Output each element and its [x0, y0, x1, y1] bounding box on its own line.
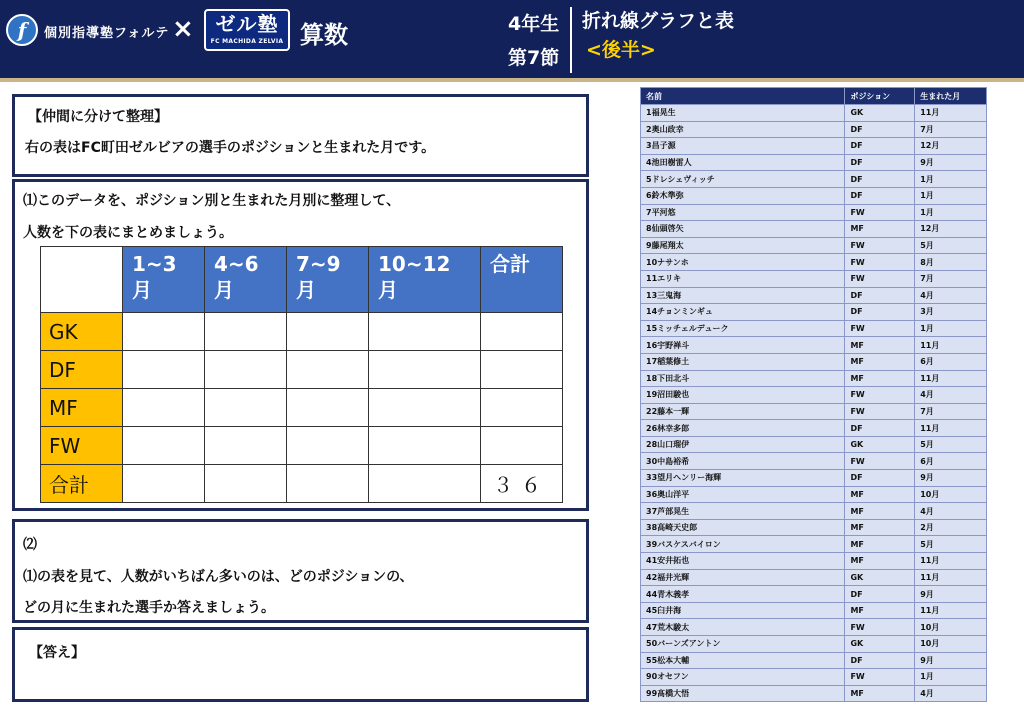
lesson-label: 第7節 [508, 47, 560, 69]
player-name: 30中島裕希 [641, 453, 845, 470]
player-name: 28山口瑠伊 [641, 436, 845, 453]
player-position: DF [845, 304, 915, 321]
player-name: 45臼井海 [641, 602, 845, 619]
tally-grand-total: ３６ [481, 465, 563, 503]
player-name: 14チョンミンギュ [641, 304, 845, 321]
tally-row-header: FW [41, 427, 123, 465]
tally-col-header: 10~12 月 [369, 247, 481, 313]
grade-label: 4年生 [508, 13, 560, 35]
player-row [641, 669, 987, 686]
topic-title: 折れ線グラフと表 [582, 10, 735, 32]
tally-row-header: GK [41, 313, 123, 351]
tally-total-row [41, 465, 563, 503]
player-birth-month: 10月 [915, 486, 987, 503]
intro-box [12, 94, 589, 177]
player-row [641, 171, 987, 188]
player-row [641, 652, 987, 669]
player-name: 41安井拓也 [641, 553, 845, 570]
player-position: DF [845, 187, 915, 204]
tally-answer-cell[interactable] [287, 465, 369, 503]
player-row [641, 154, 987, 171]
player-row [641, 619, 987, 636]
tally-answer-cell[interactable] [205, 313, 287, 351]
player-birth-month: 1月 [915, 669, 987, 686]
player-birth-month: 5月 [915, 237, 987, 254]
player-row [641, 453, 987, 470]
player-name: 1福晃生 [641, 105, 845, 122]
player-position: MF [845, 486, 915, 503]
player-name: 44青木義孝 [641, 586, 845, 603]
player-birth-month: 12月 [915, 221, 987, 238]
player-row [641, 503, 987, 520]
tally-answer-cell[interactable] [481, 427, 563, 465]
player-birth-month: 11月 [915, 420, 987, 437]
player-row [641, 204, 987, 221]
player-position: MF [845, 536, 915, 553]
player-birth-month: 12月 [915, 138, 987, 155]
player-birth-month: 4月 [915, 287, 987, 304]
tally-answer-cell[interactable] [205, 351, 287, 389]
tally-answer-cell[interactable] [287, 427, 369, 465]
player-row [641, 138, 987, 155]
tally-col-header: 4~6 月 [205, 247, 287, 313]
tally-row-header: 合計 [41, 465, 123, 503]
question2-number: ⑵ [23, 537, 37, 553]
player-row [641, 586, 987, 603]
player-position: MF [845, 221, 915, 238]
player-name: 36奥山洋平 [641, 486, 845, 503]
player-name: 37芦部晃生 [641, 503, 845, 520]
player-birth-month: 11月 [915, 337, 987, 354]
tally-answer-cell[interactable] [205, 427, 287, 465]
school-name: 個別指導塾フォルテ [44, 26, 170, 41]
player-name: 26林幸多郎 [641, 420, 845, 437]
player-birth-month: 11月 [915, 569, 987, 586]
player-position: MF [845, 685, 915, 702]
player-position: DF [845, 154, 915, 171]
player-birth-month: 9月 [915, 652, 987, 669]
tally-answer-cell[interactable] [123, 351, 205, 389]
player-position: DF [845, 138, 915, 155]
player-name: 4池田樹雷人 [641, 154, 845, 171]
player-birth-month: 5月 [915, 436, 987, 453]
player-position: GK [845, 569, 915, 586]
player-name: 99髙橋大悟 [641, 685, 845, 702]
player-name: 50バーンズアントン [641, 636, 845, 653]
player-row [641, 187, 987, 204]
player-birth-month: 9月 [915, 586, 987, 603]
player-birth-month: 6月 [915, 453, 987, 470]
player-row [641, 536, 987, 553]
player-birth-month: 5月 [915, 536, 987, 553]
tally-answer-cell[interactable] [123, 427, 205, 465]
question1-text-line2: 人数を下の表にまとめましょう。 [23, 225, 233, 241]
player-row [641, 237, 987, 254]
tally-table [40, 246, 563, 503]
player-position: MF [845, 370, 915, 387]
question1-box [12, 179, 589, 511]
tally-answer-cell[interactable] [481, 313, 563, 351]
player-row [641, 470, 987, 487]
player-name: 18下田北斗 [641, 370, 845, 387]
player-position: GK [845, 436, 915, 453]
player-row [641, 403, 987, 420]
player-row [641, 254, 987, 271]
tally-answer-cell[interactable] [123, 465, 205, 503]
tally-answer-cell[interactable] [123, 389, 205, 427]
player-birth-month: 11月 [915, 602, 987, 619]
player-row [641, 569, 987, 586]
player-name: 13三鬼海 [641, 287, 845, 304]
question2-text-line1: ⑴の表を見て、人数がいちばん多いのは、どのポジションの、 [23, 569, 414, 585]
player-position: FW [845, 453, 915, 470]
player-birth-month: 6月 [915, 353, 987, 370]
topic-part: <後半> [586, 39, 656, 61]
player-position: FW [845, 204, 915, 221]
player-birth-month: 4月 [915, 503, 987, 520]
tally-answer-cell[interactable] [287, 351, 369, 389]
tally-answer-cell[interactable] [205, 389, 287, 427]
player-row [641, 636, 987, 653]
question1-text-line1: ⑴このデータを、ポジション別と生まれた月別に整理して、 [23, 193, 401, 209]
player-row [641, 304, 987, 321]
player-position: MF [845, 519, 915, 536]
player-row [641, 105, 987, 122]
intro-text: 右の表はFC町田ゼルビアの選手のポジションと生まれた月です。 [25, 140, 436, 156]
player-row [641, 553, 987, 570]
player-name: 19沼田駿也 [641, 387, 845, 404]
player-birth-month: 4月 [915, 387, 987, 404]
player-row [641, 287, 987, 304]
player-row [641, 121, 987, 138]
tally-row [41, 313, 563, 351]
header-banner [0, 0, 1024, 78]
player-position: DF [845, 121, 915, 138]
player-birth-month: 9月 [915, 470, 987, 487]
player-position: GK [845, 105, 915, 122]
tally-row-header: DF [41, 351, 123, 389]
player-row [641, 436, 987, 453]
zel-juku-logo-text: ゼル塾 [215, 12, 279, 36]
player-name: 15ミッチェルデューク [641, 320, 845, 337]
player-name: 9藤尾翔太 [641, 237, 845, 254]
tally-answer-cell[interactable] [287, 389, 369, 427]
player-name: 6鈴木準弥 [641, 187, 845, 204]
player-position: FW [845, 270, 915, 287]
player-position: GK [845, 636, 915, 653]
player-col-month: 生まれた月 [915, 88, 987, 105]
player-position: MF [845, 602, 915, 619]
player-row [641, 337, 987, 354]
player-birth-month: 11月 [915, 553, 987, 570]
player-name: 22藤本一輝 [641, 403, 845, 420]
player-row [641, 602, 987, 619]
player-position: DF [845, 287, 915, 304]
player-birth-month: 10月 [915, 619, 987, 636]
tally-answer-cell[interactable] [205, 465, 287, 503]
player-position: FW [845, 387, 915, 404]
tally-answer-cell[interactable] [369, 389, 481, 427]
player-name: 5ドレシェヴィッチ [641, 171, 845, 188]
player-birth-month: 7月 [915, 270, 987, 287]
answer-box[interactable] [12, 627, 589, 702]
tally-answer-cell[interactable] [369, 427, 481, 465]
tally-answer-cell[interactable] [481, 389, 563, 427]
player-birth-month: 3月 [915, 304, 987, 321]
player-name: 11エリキ [641, 270, 845, 287]
tally-answer-cell[interactable] [369, 313, 481, 351]
player-position: FW [845, 237, 915, 254]
player-row [641, 387, 987, 404]
player-row [641, 685, 987, 702]
header-accent-stripe [0, 78, 1024, 82]
tally-col-header: 7~9 月 [287, 247, 369, 313]
player-position: MF [845, 553, 915, 570]
question2-box [12, 519, 589, 623]
tally-col-header: 1~3 月 [123, 247, 205, 313]
player-name: 90オセフン [641, 669, 845, 686]
tally-row [41, 351, 563, 389]
player-position: MF [845, 503, 915, 520]
tally-corner-cell [41, 247, 123, 313]
player-position: DF [845, 652, 915, 669]
player-birth-month: 11月 [915, 370, 987, 387]
player-position: FW [845, 669, 915, 686]
zel-juku-logo [204, 9, 290, 51]
question2-text-line2: どの月に生まれた選手か答えましょう。 [23, 600, 275, 616]
player-table-body [641, 105, 987, 702]
player-position: FW [845, 320, 915, 337]
player-name: 10ナサンホ [641, 254, 845, 271]
player-birth-month: 1月 [915, 204, 987, 221]
player-position: FW [845, 403, 915, 420]
tally-header-row [41, 247, 563, 313]
tally-row [41, 389, 563, 427]
player-row [641, 370, 987, 387]
subject-title: 算数 [300, 21, 348, 49]
player-birth-month: 1月 [915, 320, 987, 337]
player-name: 47荒木駿太 [641, 619, 845, 636]
player-birth-month: 1月 [915, 171, 987, 188]
player-row [641, 353, 987, 370]
tally-answer-cell[interactable] [369, 465, 481, 503]
player-name: 8仙頭啓矢 [641, 221, 845, 238]
header-divider [570, 7, 572, 73]
tally-col-header: 合計 [481, 247, 563, 313]
player-position: MF [845, 353, 915, 370]
player-birth-month: 11月 [915, 105, 987, 122]
tally-answer-cell[interactable] [369, 351, 481, 389]
player-row [641, 320, 987, 337]
player-col-position: ポジション [845, 88, 915, 105]
player-birth-month: 8月 [915, 254, 987, 271]
player-name: 38高崎天史郎 [641, 519, 845, 536]
player-birth-month: 1月 [915, 187, 987, 204]
player-row [641, 519, 987, 536]
player-birth-month: 4月 [915, 685, 987, 702]
tally-answer-cell[interactable] [481, 351, 563, 389]
player-name: 17稲葉修土 [641, 353, 845, 370]
player-birth-month: 7月 [915, 403, 987, 420]
player-birth-month: 2月 [915, 519, 987, 536]
player-row [641, 221, 987, 238]
tally-answer-cell[interactable] [123, 313, 205, 351]
player-name: 16宇野禅斗 [641, 337, 845, 354]
tally-answer-cell[interactable] [287, 313, 369, 351]
player-birth-month: 10月 [915, 636, 987, 653]
intro-title: 【仲間に分けて整理】 [28, 109, 168, 125]
player-position: MF [845, 337, 915, 354]
player-row [641, 270, 987, 287]
player-name: 3昌子源 [641, 138, 845, 155]
player-position: DF [845, 470, 915, 487]
answer-label: 【答え】 [29, 645, 85, 661]
collab-cross: × [172, 14, 194, 44]
player-col-name: 名前 [641, 88, 845, 105]
player-name: 33望月ヘンリー海輝 [641, 470, 845, 487]
player-table-header [641, 88, 987, 105]
player-name: 42福井光輝 [641, 569, 845, 586]
player-name: 7平河悠 [641, 204, 845, 221]
player-position: DF [845, 171, 915, 188]
player-birth-month: 7月 [915, 121, 987, 138]
player-position: DF [845, 586, 915, 603]
player-name: 2奥山政幸 [641, 121, 845, 138]
player-row [641, 420, 987, 437]
player-position: FW [845, 619, 915, 636]
player-table [640, 87, 987, 702]
tally-row [41, 427, 563, 465]
player-position: DF [845, 420, 915, 437]
forte-logo-icon: f [6, 14, 38, 46]
tally-row-header: MF [41, 389, 123, 427]
player-name: 39バスケスバイロン [641, 536, 845, 553]
player-position: FW [845, 254, 915, 271]
player-name: 55松本大輔 [641, 652, 845, 669]
player-birth-month: 9月 [915, 154, 987, 171]
player-row [641, 486, 987, 503]
zel-juku-logo-subtext: FC MACHIDA ZELVIA [210, 38, 284, 45]
